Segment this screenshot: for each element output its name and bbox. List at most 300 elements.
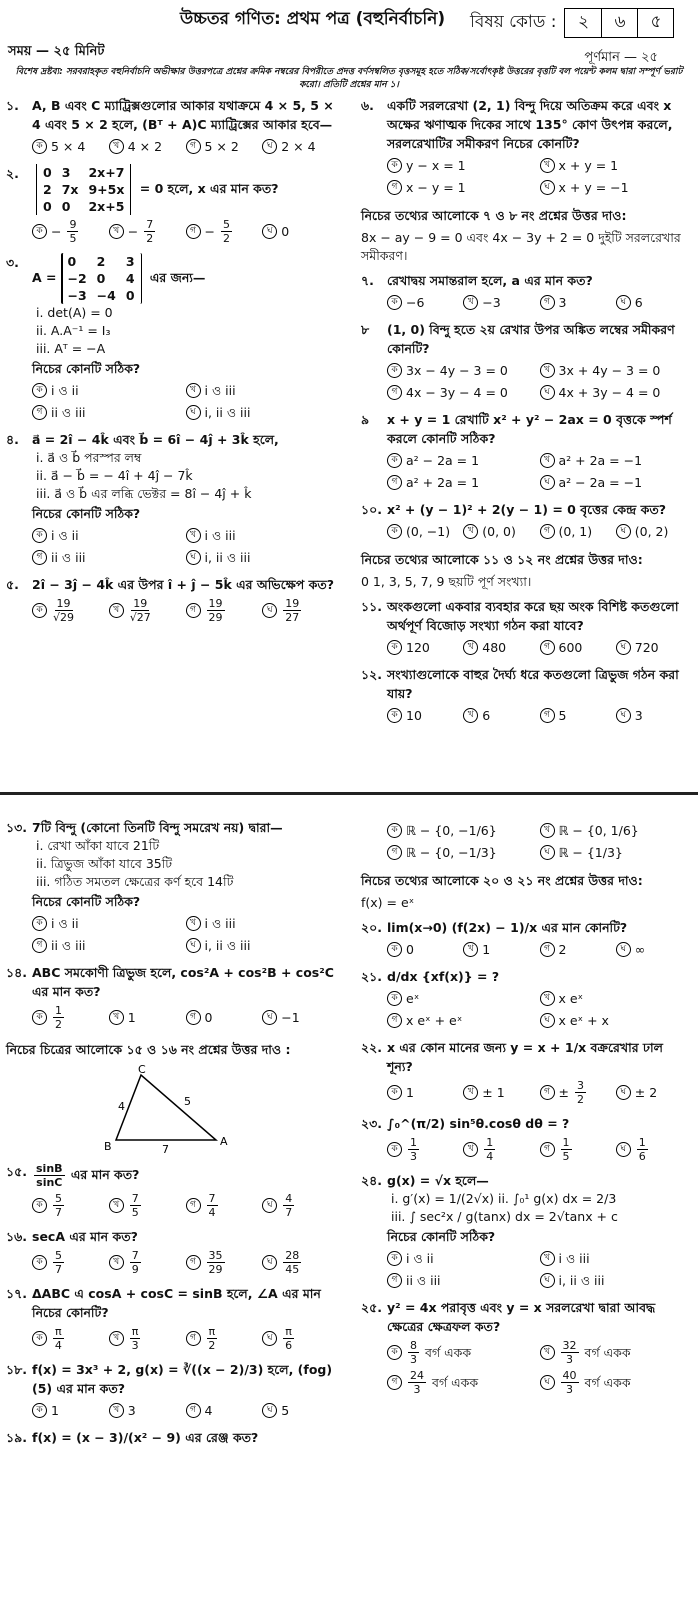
- question-stem: [32, 1162, 339, 1189]
- question-number: ১৩.: [6, 820, 27, 835]
- option-text: 2: [558, 942, 567, 957]
- option-letter-circle-icon: গ: [387, 475, 402, 490]
- question-number: ২১.: [361, 969, 382, 984]
- answer-option[interactable]: [186, 597, 263, 624]
- answer-option[interactable]: [262, 1004, 339, 1031]
- determinant: [36, 164, 131, 215]
- answer-option[interactable]: [540, 706, 616, 725]
- question: [361, 410, 692, 496]
- answer-option[interactable]: [387, 821, 540, 840]
- option-letter-circle-icon: ঘ: [540, 1273, 555, 1288]
- numerator: 5: [55, 1192, 62, 1205]
- option-letter-circle-icon: খ: [540, 1251, 555, 1266]
- info-text: 8x − ay − 9 = 0 এবং 4x − 3y + 2 = 0 দুইটি সরলরেখার সমীকরণ।: [361, 230, 681, 263]
- answer-option[interactable]: [262, 218, 339, 245]
- denominator: 5: [562, 1150, 570, 1163]
- option-letter-circle-icon: গ: [32, 405, 47, 420]
- numerator: 1: [638, 1136, 646, 1149]
- answer-option[interactable]: [387, 1136, 463, 1163]
- matrix-cell: 2x+7: [88, 165, 125, 180]
- answer-option[interactable]: [32, 1192, 109, 1219]
- answer-option[interactable]: [387, 451, 540, 470]
- question-number: ২৩.: [361, 1116, 383, 1131]
- option-text: 4: [204, 1403, 213, 1418]
- answer-option[interactable]: [186, 936, 340, 955]
- answer-options: [387, 361, 692, 402]
- option-text: 4x − 3y − 4 = 0: [406, 385, 508, 400]
- answer-option[interactable]: [186, 1401, 263, 1420]
- option-letter-circle-icon: ক: [387, 1251, 402, 1266]
- fraction: [207, 1249, 225, 1276]
- right-column: [349, 818, 692, 1451]
- answer-option[interactable]: [32, 914, 186, 933]
- denominator: 5: [131, 1206, 139, 1219]
- answer-option[interactable]: [387, 178, 540, 197]
- fraction: [637, 1136, 648, 1163]
- option-text: x − y = 1: [406, 180, 466, 195]
- triangle-figure: [6, 1063, 339, 1162]
- question-number: ১৮.: [6, 1362, 27, 1377]
- question-number: ১৫.: [6, 1164, 27, 1179]
- question: [361, 1038, 692, 1110]
- question-text: একটি সরলরেখা (2, 1) বিন্দু দিয়ে অতিক্রম করে এবং x অক্ষের ঋণাত্মক দিকের সাথে 135° কোণ উৎপন্ন করলে, সরলরেখাটির সমীকরণ নিচের কোনটি?: [387, 98, 673, 151]
- question-text: ABC সমকোণী ত্রিভুজ হলে, cos²A + cos²B + cos²C এর মান কত?: [32, 965, 334, 999]
- question-number: ৩.: [6, 255, 19, 270]
- denominator: 3: [566, 1383, 573, 1396]
- option-text: ∞: [634, 942, 646, 957]
- option-letter-circle-icon: গ: [186, 139, 201, 154]
- question-prefix: A =: [32, 270, 57, 285]
- answer-option[interactable]: [109, 1192, 186, 1219]
- answer-option[interactable]: [387, 383, 540, 402]
- option-letter-circle-icon: গ: [186, 1255, 201, 1270]
- answer-option[interactable]: [186, 548, 340, 567]
- answer-option[interactable]: [540, 383, 693, 402]
- option-text: ℝ − {0, −1/3}: [406, 845, 497, 860]
- answer-option[interactable]: [616, 293, 692, 312]
- option-letter-circle-icon: ক: [387, 991, 402, 1006]
- option-text: i, ii ও iii: [204, 550, 251, 565]
- answer-option[interactable]: [32, 218, 109, 245]
- denominator: 45: [285, 1263, 300, 1276]
- denominator: 7: [285, 1206, 293, 1219]
- answer-option[interactable]: [463, 522, 539, 541]
- question-number: ২০.: [361, 920, 383, 935]
- option-text: a² + 2a = −1: [558, 453, 643, 468]
- question-suffix: এর মান কত?: [70, 1167, 140, 1182]
- option-letter-circle-icon: ঘ: [262, 139, 277, 154]
- numerator: 7: [208, 1192, 216, 1205]
- option-sign: −: [127, 224, 139, 239]
- answer-option[interactable]: [32, 381, 186, 400]
- option-letter-circle-icon: খ: [186, 916, 201, 931]
- left-column: [6, 818, 349, 1451]
- subject-code-digit: ৫: [637, 9, 673, 37]
- answer-option[interactable]: [186, 914, 340, 933]
- option-text: i, ii ও iii: [558, 1273, 605, 1288]
- fraction: [221, 218, 232, 245]
- answer-option[interactable]: [32, 137, 109, 156]
- question-body: [32, 1162, 339, 1223]
- option-letter-circle-icon: ঘ: [540, 180, 555, 195]
- answer-options: [32, 914, 339, 955]
- option-text: ii ও iii: [406, 1273, 441, 1288]
- fraction: [207, 597, 225, 624]
- answer-options: [387, 940, 692, 959]
- answer-option[interactable]: [186, 1004, 263, 1031]
- answer-option[interactable]: [186, 526, 340, 545]
- answer-option[interactable]: [109, 218, 186, 245]
- question-stem: [387, 96, 692, 153]
- question-stem: [387, 1298, 692, 1336]
- option-letter-circle-icon: গ: [540, 295, 555, 310]
- answer-option[interactable]: [387, 293, 463, 312]
- fraction: [207, 1192, 218, 1219]
- answer-option[interactable]: [387, 1079, 463, 1106]
- option-letter-circle-icon: গ: [186, 1403, 201, 1418]
- numerator: 9: [69, 218, 77, 231]
- statement: i. det(A) = 0: [36, 305, 113, 320]
- option-letter-circle-icon: গ: [186, 1331, 201, 1346]
- option-letter-circle-icon: ক: [32, 1403, 47, 1418]
- option-letter-circle-icon: ক: [32, 1198, 47, 1213]
- answer-option[interactable]: [540, 156, 693, 175]
- denominator: 27: [285, 611, 300, 624]
- option-text: 6: [482, 708, 491, 723]
- answer-option[interactable]: [32, 1401, 109, 1420]
- answer-option[interactable]: [540, 522, 616, 541]
- answer-options: [387, 156, 692, 197]
- info-text: 0 1, 3, 5, 7, 9 ছয়টি পূর্ণ সংখ্যা।: [361, 574, 532, 589]
- option-text: ℝ − {0, −1/6}: [406, 823, 497, 838]
- answer-option[interactable]: [387, 1271, 540, 1290]
- answer-option[interactable]: [186, 218, 263, 245]
- option-letter-circle-icon: গ: [387, 845, 402, 860]
- answer-option[interactable]: [186, 1192, 263, 1219]
- question: [361, 271, 692, 316]
- question-stem: [387, 320, 692, 358]
- option-letter-circle-icon: খ: [109, 1403, 124, 1418]
- answer-option[interactable]: [262, 137, 339, 156]
- answer-option[interactable]: [540, 1369, 693, 1396]
- answer-option[interactable]: [387, 1339, 540, 1366]
- option-text: i ও iii: [204, 383, 236, 398]
- question-stem: [387, 665, 692, 703]
- option-letter-circle-icon: গ: [540, 640, 555, 655]
- option-letter-circle-icon: খ: [109, 1255, 124, 1270]
- answer-option[interactable]: [387, 1249, 540, 1268]
- matrix-cell: 3: [61, 165, 71, 180]
- option-letter-circle-icon: গ: [540, 524, 555, 539]
- answer-option[interactable]: [463, 293, 539, 312]
- answer-option[interactable]: [540, 843, 693, 862]
- denominator: 29: [208, 611, 223, 624]
- answer-option[interactable]: [540, 1136, 616, 1163]
- question: [361, 1298, 692, 1400]
- question-stem: [387, 410, 692, 448]
- answer-option[interactable]: [387, 843, 540, 862]
- statement: iii. গঠিত সমতল ক্ষেত্রের কর্ণ হবে 14টি: [36, 874, 234, 889]
- option-letter-circle-icon: খ: [540, 453, 555, 468]
- answer-option[interactable]: [262, 597, 339, 624]
- option-text: a² − 2a = 1: [406, 453, 480, 468]
- answer-options: [32, 1325, 339, 1352]
- option-letter-circle-icon: গ: [387, 180, 402, 195]
- question-body: [387, 597, 692, 661]
- question-number: ২৪.: [361, 1173, 382, 1188]
- answer-option[interactable]: [540, 361, 693, 380]
- option-text: 480: [482, 640, 507, 655]
- question-number: ১৬.: [6, 1229, 27, 1244]
- question-text: lim(x→0) (f(2x) − 1)/x এর মান কোনটি?: [387, 920, 628, 935]
- answer-option[interactable]: [540, 473, 693, 492]
- answer-option[interactable]: [32, 1325, 109, 1352]
- answer-option[interactable]: [32, 1004, 109, 1031]
- answer-option[interactable]: [616, 1079, 692, 1106]
- option-letter-circle-icon: ঘ: [616, 942, 631, 957]
- statement: i. a⃗ ও b⃗ পরস্পর লম্ব: [36, 450, 142, 465]
- numerator: 19: [285, 597, 300, 610]
- answer-option[interactable]: [540, 638, 616, 657]
- numerator: 1: [410, 1136, 417, 1149]
- denominator: 3: [410, 1150, 417, 1163]
- denominator: 29: [208, 1263, 223, 1276]
- answer-option[interactable]: [616, 706, 692, 725]
- answer-option[interactable]: [540, 178, 693, 197]
- option-letter-circle-icon: ঘ: [262, 1255, 277, 1270]
- denominator: 6: [285, 1339, 293, 1352]
- question: [6, 253, 339, 426]
- answer-option[interactable]: [262, 1192, 339, 1219]
- answer-option[interactable]: [463, 638, 539, 657]
- answer-option[interactable]: [186, 1249, 263, 1276]
- answer-option[interactable]: [109, 597, 186, 624]
- question-body: [387, 96, 692, 201]
- question-body: [387, 320, 692, 406]
- option-text: eˣ: [406, 991, 420, 1006]
- option-text: ℝ − {1/3}: [558, 845, 623, 860]
- option-text: ii ও iii: [51, 405, 86, 420]
- question-body: [387, 271, 692, 316]
- question: [361, 665, 692, 729]
- numerator: 5: [222, 218, 230, 231]
- answer-option[interactable]: [387, 473, 540, 492]
- answer-option[interactable]: [32, 1249, 109, 1276]
- option-letter-circle-icon: ক: [387, 453, 402, 468]
- question-number: ৮: [361, 322, 370, 337]
- answer-option[interactable]: [463, 1136, 539, 1163]
- answer-option[interactable]: [32, 597, 109, 624]
- denominator: 4: [54, 1339, 62, 1352]
- answer-option[interactable]: [387, 989, 540, 1008]
- matrix-cell: 0: [125, 288, 135, 303]
- question-number: [361, 818, 387, 866]
- option-text: 4x + 3y − 4 = 0: [558, 385, 661, 400]
- answer-option[interactable]: [540, 940, 616, 959]
- answer-option[interactable]: [32, 936, 186, 955]
- info-note: নিচের তথ্যের আলোকে ১১ ও ১২ নং প্রশ্নের উত্তর দাও:: [361, 552, 643, 567]
- answer-option[interactable]: [109, 137, 186, 156]
- option-text: 3x + 4y − 3 = 0: [558, 363, 661, 378]
- fraction: [283, 1325, 294, 1352]
- denominator: 3: [413, 1383, 421, 1396]
- exam-page-1: [0, 0, 698, 792]
- answer-options: [387, 1249, 692, 1290]
- question-text: সংখ্যাগুলোকে বাহুর দৈর্ঘ্য ধরে কতগুলো ত্রিভুজ গঠন করা যায়?: [387, 667, 679, 701]
- option-letter-circle-icon: ঘ: [262, 1331, 277, 1346]
- answer-option[interactable]: [540, 451, 693, 470]
- option-letter-circle-icon: ঘ: [540, 475, 555, 490]
- denominator: √27: [129, 611, 151, 624]
- answer-options: [387, 1136, 692, 1163]
- option-letter-circle-icon: ক: [32, 916, 47, 931]
- option-letter-circle-icon: ক: [32, 383, 47, 398]
- option-letter-circle-icon: গ: [186, 1010, 201, 1025]
- question-body: [387, 500, 692, 545]
- option-letter-circle-icon: ক: [387, 1345, 402, 1360]
- matrix-cell: 2: [43, 182, 52, 197]
- answer-option[interactable]: [540, 1271, 693, 1290]
- answer-option[interactable]: [540, 1079, 616, 1106]
- side-label: 7: [162, 1143, 169, 1155]
- answer-option[interactable]: [387, 156, 540, 175]
- statement: ii. ত্রিভুজ আঁকা যাবে 35টি: [36, 856, 173, 871]
- answer-option[interactable]: [387, 1369, 540, 1396]
- answer-option[interactable]: [387, 361, 540, 380]
- answer-option[interactable]: [616, 522, 692, 541]
- option-text: ± 1: [482, 1085, 505, 1100]
- numerator: 28: [285, 1249, 300, 1262]
- denominator: 2: [208, 1339, 216, 1352]
- option-letter-circle-icon: ক: [32, 224, 47, 239]
- option-letter-circle-icon: খ: [109, 224, 124, 239]
- answer-option[interactable]: [109, 1249, 186, 1276]
- full-marks: পূর্ণমান — ২৫: [584, 50, 658, 65]
- answer-option[interactable]: [387, 706, 463, 725]
- option-letter-circle-icon: ক: [32, 139, 47, 154]
- option-letter-circle-icon: ঘ: [616, 1085, 631, 1100]
- answer-option[interactable]: [463, 940, 539, 959]
- answer-option[interactable]: [540, 1249, 693, 1268]
- answer-option[interactable]: [387, 1011, 540, 1030]
- question: [361, 1171, 692, 1294]
- option-letter-circle-icon: গ: [186, 603, 201, 618]
- numerator: 1: [486, 1136, 494, 1149]
- numerator: 7: [146, 218, 154, 231]
- option-letter-circle-icon: খ: [109, 1331, 124, 1346]
- answer-option[interactable]: [186, 137, 263, 156]
- answer-option[interactable]: [463, 706, 539, 725]
- answer-option[interactable]: [387, 940, 463, 959]
- fraction: [283, 597, 301, 624]
- option-text: x + y = 1: [558, 158, 619, 173]
- question: [361, 320, 692, 406]
- answer-options: [32, 1249, 339, 1276]
- answer-options: [387, 821, 692, 862]
- matrix-cell: 0: [43, 165, 52, 180]
- answer-option[interactable]: [262, 1401, 339, 1420]
- answer-option[interactable]: [186, 381, 340, 400]
- question-body: [32, 575, 339, 628]
- question-text: রেখাদ্বয় সমান্তরাল হলে, a এর মান কত?: [387, 273, 593, 288]
- question-prompt: নিচের কোনটি সঠিক?: [32, 894, 141, 909]
- question-suffix: = 0 হলে, x এর মান কত?: [139, 181, 279, 196]
- question-number: ২.: [6, 166, 19, 181]
- answer-option[interactable]: [186, 1325, 263, 1352]
- answer-option[interactable]: [32, 403, 186, 422]
- option-text: (0, −1): [406, 524, 451, 539]
- question-stem: [32, 1428, 339, 1447]
- question-stem: [32, 1284, 339, 1322]
- answer-option[interactable]: [387, 638, 463, 657]
- answer-option[interactable]: [540, 821, 693, 840]
- option-letter-circle-icon: খ: [540, 158, 555, 173]
- question-stem: [387, 967, 692, 986]
- option-letter-circle-icon: ঘ: [540, 385, 555, 400]
- question-stem: [387, 271, 692, 290]
- answer-option[interactable]: [540, 1011, 693, 1030]
- option-text: 1: [406, 1085, 414, 1100]
- option-text: y − x = 1: [406, 158, 466, 173]
- option-text: −1: [281, 1010, 300, 1025]
- subject-code-digit: ২: [577, 12, 590, 32]
- answer-option[interactable]: [32, 548, 186, 567]
- fraction: [575, 1079, 586, 1106]
- fraction: [53, 1004, 64, 1031]
- answer-options: [32, 597, 339, 624]
- answer-option[interactable]: [262, 1249, 339, 1276]
- denominator: 6: [638, 1150, 646, 1163]
- numerator: 32: [562, 1339, 577, 1352]
- option-sign: −: [51, 224, 62, 239]
- denominator: 2: [55, 1018, 62, 1031]
- question-body: [387, 410, 692, 496]
- option-letter-circle-icon: খ: [463, 640, 478, 655]
- question-prompt: নিচের কোনটি সঠিক?: [32, 506, 141, 521]
- answer-option[interactable]: [540, 1339, 693, 1366]
- matrix-cell: 9+5x: [88, 182, 125, 197]
- answer-option[interactable]: [186, 403, 340, 422]
- answer-option[interactable]: [616, 1136, 692, 1163]
- answer-option[interactable]: [616, 638, 692, 657]
- option-letter-circle-icon: ঘ: [616, 524, 631, 539]
- question-stem: [32, 575, 339, 594]
- option-text: 720: [634, 640, 659, 655]
- answer-option[interactable]: [109, 1004, 186, 1031]
- option-letter-circle-icon: ঘ: [186, 405, 201, 420]
- answer-option[interactable]: [540, 293, 616, 312]
- answer-option[interactable]: [109, 1325, 186, 1352]
- question-prompt: নিচের কোনটি সঠিক?: [32, 361, 141, 376]
- answer-option[interactable]: [109, 1401, 186, 1420]
- matrix-cell: 2x+5: [88, 199, 125, 214]
- answer-option[interactable]: [540, 989, 693, 1008]
- question: [361, 967, 692, 1034]
- option-letter-circle-icon: খ: [109, 1010, 124, 1025]
- question-body: [32, 1284, 339, 1356]
- answer-option[interactable]: [387, 522, 463, 541]
- option-letter-circle-icon: খ: [463, 295, 478, 310]
- answer-option[interactable]: [32, 526, 186, 545]
- answer-option[interactable]: [463, 1079, 539, 1106]
- matrix: [61, 253, 142, 304]
- answer-option[interactable]: [616, 940, 692, 959]
- answer-option[interactable]: [262, 1325, 339, 1352]
- denominator: 2: [222, 232, 230, 245]
- option-letter-circle-icon: গ: [387, 1273, 402, 1288]
- subject-code-boxes: [564, 8, 674, 38]
- question-text: a⃗ = 2î − 4k̂ এবং b⃗ = 6î − 4ĵ + 3k̂ হলে,: [32, 432, 279, 447]
